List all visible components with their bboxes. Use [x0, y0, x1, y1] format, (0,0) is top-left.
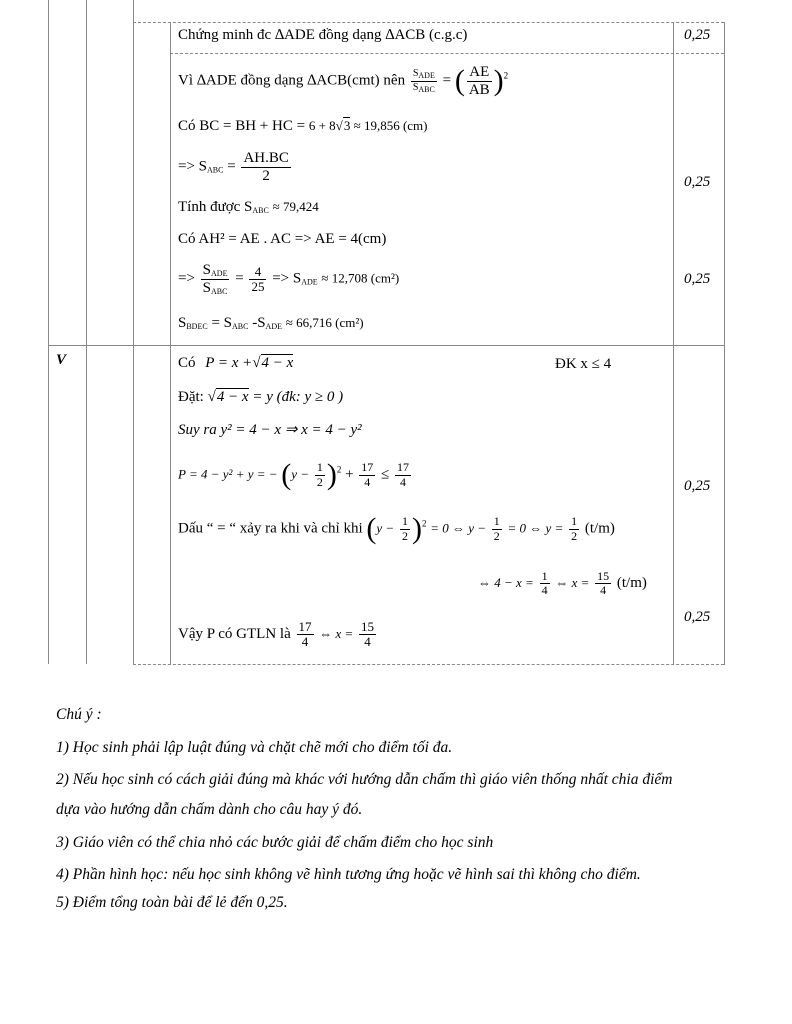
row-text: => $\frac{S_{ADE}}{S_{ABC}}$ = $\frac{4}{25}$ => $S_{ADE} \approx 12,708$ (cm²) [178, 262, 400, 296]
note-item: 3) Giáo viên có thể chia nhỏ các bước giải để chấm điểm cho học sinh [56, 834, 494, 851]
note-item: 4) Phần hình học: nếu học sinh không vẽ hình tương ứng hoặc vẽ hình sai thì không cho điểm. [56, 866, 641, 883]
score-cell: 0,25 [684, 271, 711, 287]
score-cell: 0,25 [684, 174, 711, 190]
row-text: Dấu “ = “ xảy ra khi và chỉ khi (y − $\frac{1}{2}$ )$^2$ = 0 ⇔ y − $\frac{1}{2}$ = 0 ⇔ y = $\frac{1}{2}$ (t/m) [178, 512, 615, 545]
score-cell: 0,25 [684, 478, 711, 494]
row-text: Vì ∆ADE đồng dạng ∆ACB(cmt) nên $\frac{S_{ADE}}{S_{ABC}}$ = ( $\frac{AE}{AB}$ )$^2$ [178, 64, 509, 98]
table-col-divider [673, 22, 674, 665]
table-border-right [724, 22, 725, 665]
row-text: Có P = x +√4 − x [178, 355, 294, 371]
score-cell: 0,25 [684, 27, 711, 43]
row-divider [133, 664, 724, 665]
row-text: Có AH² = AE . AC => AE = 4(cm) [178, 231, 387, 247]
row-divider [48, 345, 724, 346]
section-label: V [56, 352, 67, 368]
row-text: Tính được $S_{ABC} \approx 79,424$ [178, 199, 319, 215]
note-item: 2) Nếu học sinh có cách giải đúng mà khác với hướng dẫn chấm thì giáo viên thống nhất chia điểm [56, 771, 673, 788]
score-cell: 0,25 [684, 609, 711, 625]
condition-text: ĐK x ≤ 4 [555, 356, 612, 372]
row-divider [170, 53, 724, 54]
row-text: Chứng minh đc ∆ADE đồng dạng ∆ACB (c.g.c) [178, 27, 468, 43]
row-text: Có BC = BH + HC = 6 + 8√3 ≈ 19,856 (cm) [178, 118, 428, 134]
table-col-divider [133, 0, 134, 664]
row-text: $S_{BDEC} = S_{ABC}$ $-S_{ADE} \approx 66,716$ (cm²) [178, 315, 364, 331]
table-col-divider [170, 22, 171, 665]
table-col-divider [86, 0, 87, 664]
row-text: Vậy P có GTLN là $\frac{17}{4}$ ⇔ x = $\frac{15}{4}$ [178, 619, 375, 650]
row-text: => $S_{ABC}$ = $\frac{AH.BC}{2}$ [178, 150, 289, 184]
row-divider [133, 22, 724, 23]
row-text: Suy ra y² = 4 − x ⇒ x = 4 − y² [178, 422, 362, 438]
note-item: dựa vào hướng dẫn chấm dành cho câu hay ý đó. [56, 801, 363, 818]
table-border-left [48, 0, 49, 664]
row-text: P = 4 − y² + y = − (y − $\frac{1}{2}$ )$^2$ + $\frac{17}{4}$ ≤ $\frac{17}{4}$ [178, 458, 410, 491]
note-item: 1) Học sinh phải lập luật đúng và chặt chẽ mới cho điểm tối đa. [56, 739, 453, 756]
row-text: Đặt: √4 − x = y (đk: y ≥ 0 ) [178, 389, 344, 405]
notes-title: Chú ý : [56, 706, 102, 723]
note-item: 5) Điểm tổng toàn bài để lẻ đến 0,25. [56, 894, 288, 911]
row-text: ⇔ 4 − x = $\frac{1}{4}$ ⇔ x = $\frac{15}{4}$ (t/m) [478, 569, 647, 598]
